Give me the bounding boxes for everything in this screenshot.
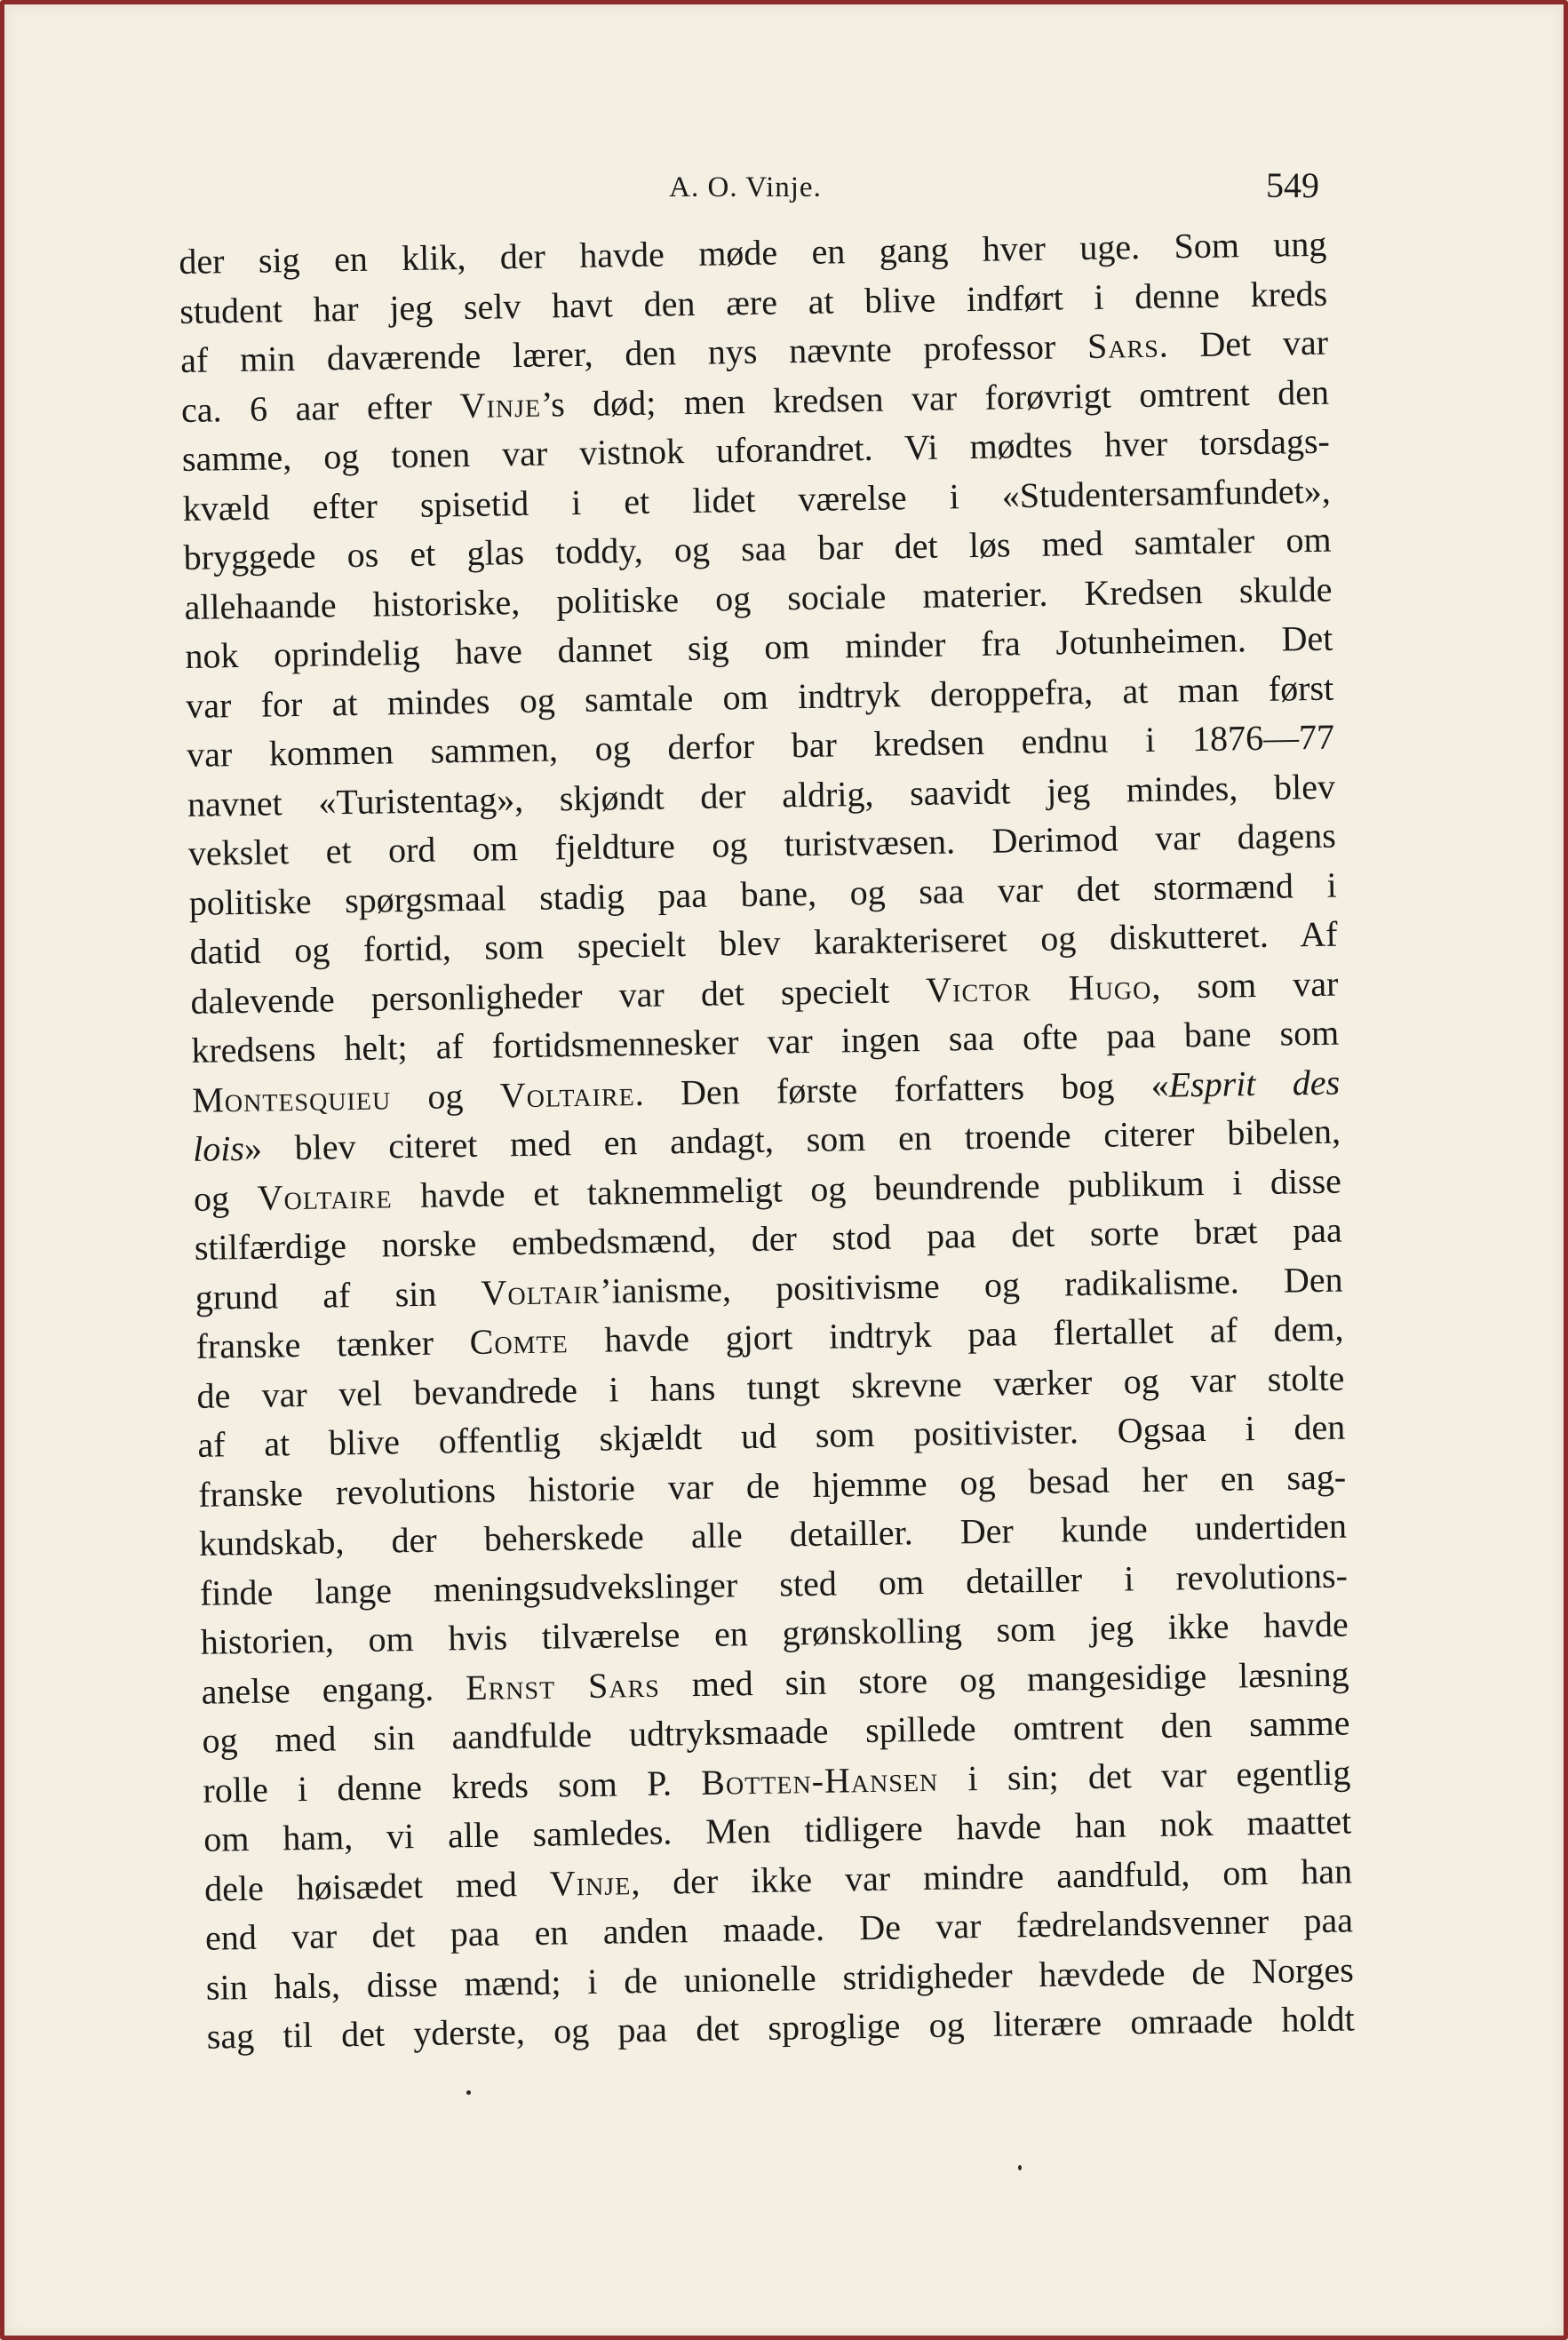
text-run: havde gjort indtryk paa flertallet af dem, [568,1308,1344,1361]
body-text [179,219,1355,2062]
small-caps-name: Victor Hugo [925,966,1152,1010]
text-run: franske revolutions historie var de hjemme og besad her en sag- [197,1456,1347,1515]
text-run: de var vel bevandrede i hans tungt skrevne værker og var stolte [196,1357,1345,1416]
text-run: . Den første forfatters bog « [634,1064,1170,1113]
text-run: nok oprindelig have dannet sig om minder fra Jotunheimen. Det [185,617,1333,676]
text-run: anelse engang. [201,1667,466,1712]
text-run: kredsens helt; af fortidsmennesker var ingen saa ofte paa bane som [191,1012,1340,1071]
italic-text: lois [192,1127,245,1169]
text-run: kvæld efter spisetid i et lidet værelse i «Studentersamfundet», [182,470,1331,529]
text-run: ’s død; men kredsen var forøvrigt omtrent den [540,371,1330,425]
text-run: finde lange meningsudvekslinger sted om detailler i revolutions- [199,1555,1349,1613]
text-run: og [390,1074,501,1117]
small-caps-name: Vinje [459,384,542,426]
text-run: med sin store og mangesidige læsning [659,1653,1349,1705]
text-run: ’ianisme, positivisme og radikalisme. Den [599,1259,1343,1311]
page-header [175,164,1319,218]
ink-speck [466,2090,471,2095]
text-run: ca. 6 aar efter [180,385,460,430]
text-run: dalevende personligheder var det specielt [190,969,927,1022]
text-run: havde et taknemmeligt og beundrende publikum i disse [392,1160,1342,1215]
text-run: om ham, vi alle samledes. Men tidligere havde han nok maattet [203,1801,1352,1859]
text-run: allehaande historiske, politiske og sociale materier. Kredsen skulde [184,569,1333,627]
text-run: . Det var [1158,322,1329,365]
small-caps-name: Montesquieu [191,1076,392,1120]
text-run: af at blive offentlig skjældt ud som positivister. Ogsaa i den [197,1406,1346,1465]
small-caps-name: Botten-Hansen [700,1758,939,1803]
text-run: franske tænker [195,1322,471,1366]
small-caps-name: Voltaire [257,1174,393,1218]
text-run: og med sin aandfulde udtryksmaade spillede omtrent den samme [202,1702,1350,1761]
text-run: rolle i denne kreds som P. [203,1762,702,1811]
text-run: sag til det yderste, og paa det sproglige og literære omraade holdt [206,1998,1356,2057]
text-run: historien, om hvis tilværelse en grønskolling som jeg ikke havde [200,1604,1349,1662]
text-run: , der ikke var mindre aandfuld, om han [630,1850,1353,1902]
text-run: samme, og tonen var vistnok uforandret. Vi mødtes hver torsdags- [181,420,1331,479]
text-run: student har jeg selv havt den ære at blive indført i denne kreds [179,273,1328,331]
text-run: bryggede os et glas toddy, og saa bar det løs med samtaler om [183,519,1332,577]
text-run: politiske spørgsmaal stadig paa bane, og saa var det stormænd i [188,864,1337,923]
page-number: 549 [1266,165,1319,205]
small-caps-name: Vinje [549,1861,632,1904]
text-run: vekslet et ord om fjeldture og turistvæsen. Derimod var dagens [187,815,1337,873]
text-run: dele høisædet med [203,1863,551,1909]
text-run: i sin; det var egentlig [937,1751,1351,1799]
small-caps-name: Comte [469,1320,569,1363]
text-run: , som var [1150,963,1339,1007]
text-run: der sig en klik, der havde møde en gang hver uge. Som ung [179,223,1327,282]
running-head: A. O. Vinje. [669,171,822,203]
text-run: sin hals, disse mænd; i de unionelle stridigheder hævdede de Norges [205,1948,1355,2008]
small-caps-name: Voltair [481,1270,601,1313]
italic-text: Esprit des [1168,1062,1341,1105]
text-run: og [193,1177,258,1219]
small-caps-name: Ernst Sars [465,1664,661,1707]
text-run: var kommen sammen, og derfor bar kredsen endnu i 1876—77 [186,716,1335,775]
text-run: navnet «Turistentag», skjøndt der aldrig, saavidt jeg mindes, blev [187,766,1336,824]
text-run: grund af sin [195,1272,482,1317]
text-run: » blev citeret med en andagt, som en troende citerer bibelen, [243,1110,1341,1168]
text-run: kundskab, der beherskede alle detailler. Der kunde undertiden [198,1505,1348,1564]
text-run: af min daværende lærer, den nys nævnte professor [179,325,1088,380]
text-run: var for at mindes og samtale om indtryk deroppefra, at man først [185,667,1334,726]
text-run: end var det paa en anden maade. De var fædrelandsvenner paa [204,1899,1354,1958]
small-caps-name: Voltaire [499,1072,635,1115]
text-run: datid og fortid, som specielt blev karakteriseret og diskutteret. Af [189,913,1338,972]
ink-speck [1018,2165,1022,2170]
text-run: stilfærdige norske embedsmænd, der stod paa det sorte bræt paa [194,1209,1343,1268]
small-caps-name: Sars [1086,324,1160,366]
